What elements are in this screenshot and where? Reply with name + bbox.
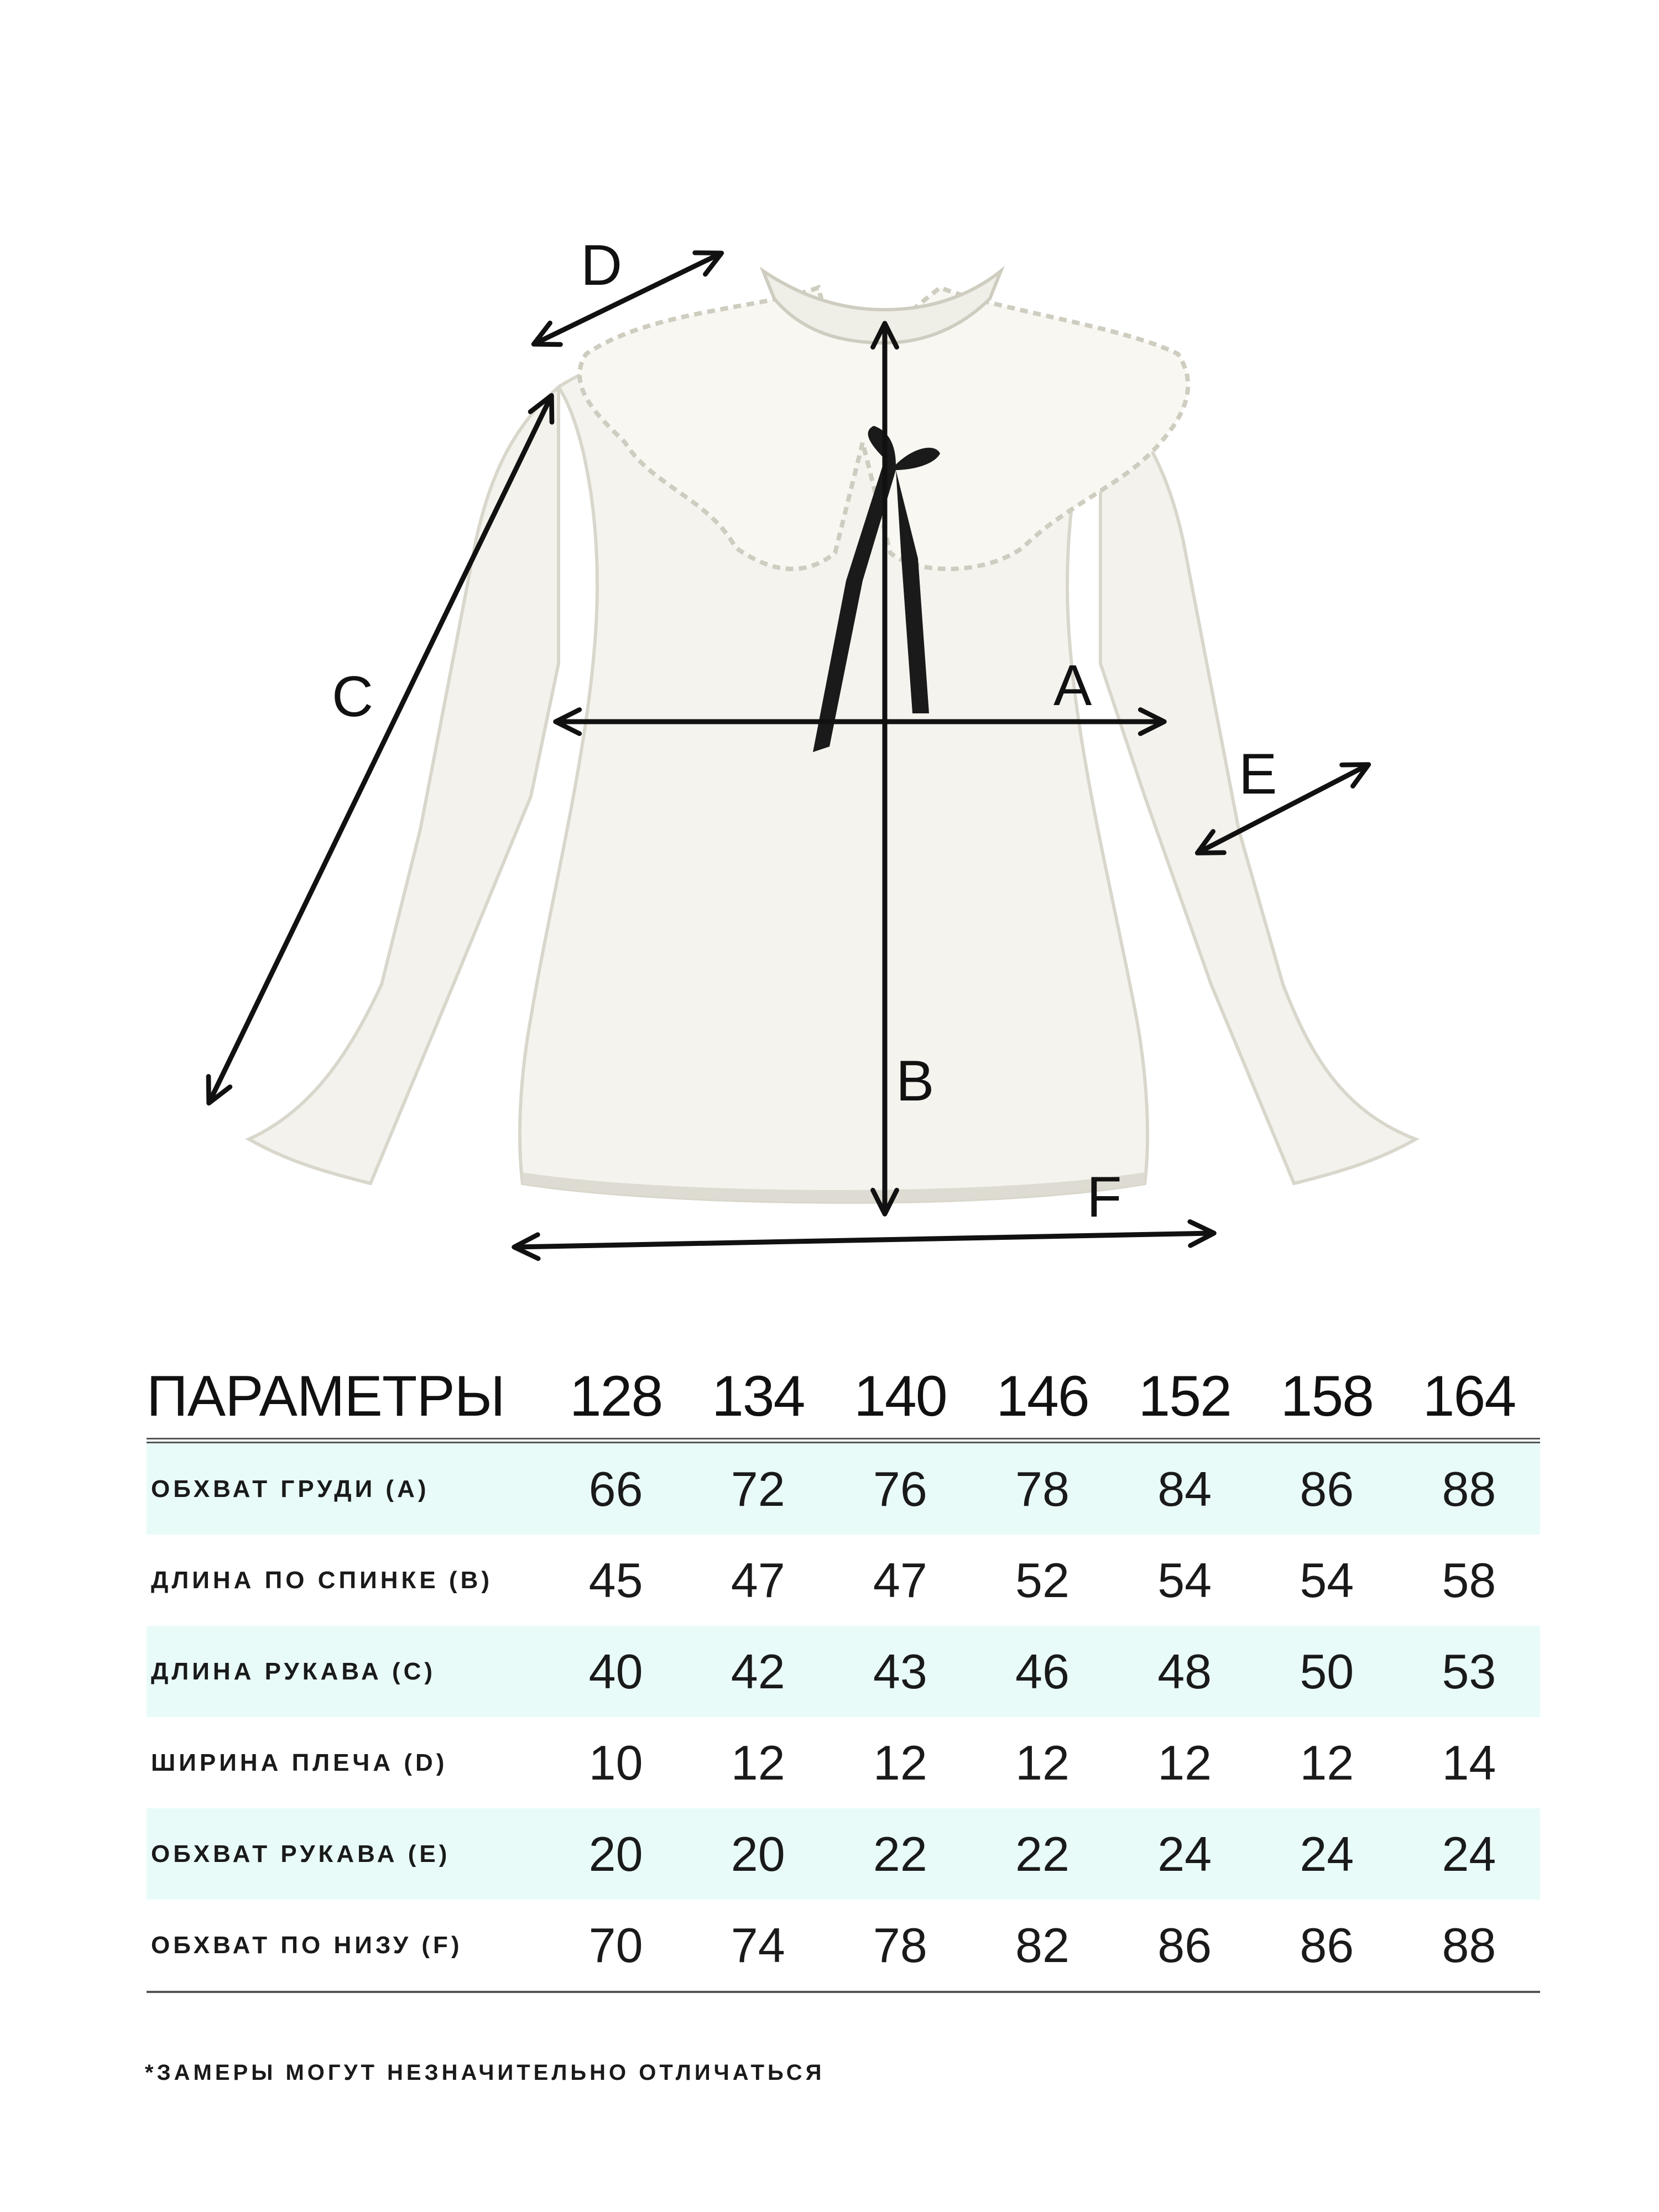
table-cell: 88 (1398, 1441, 1540, 1535)
table-cell: 84 (1114, 1441, 1256, 1535)
size-header: 134 (711, 1364, 805, 1428)
table-cell: 20 (545, 1808, 687, 1900)
table-cell: 82 (971, 1900, 1113, 1992)
size-chart-table (147, 1355, 1540, 1993)
size-header: 146 (996, 1364, 1089, 1428)
table-row-shoulder-width (147, 1717, 1540, 1808)
param-name: ОБХВАТ ПО НИЗУ (F) (147, 1900, 545, 1992)
arrow-f-hem (517, 1233, 1211, 1247)
table-cell: 22 (971, 1808, 1113, 1900)
parameters-heading: ПАРАМЕТРЫ (147, 1364, 505, 1428)
size-header: 152 (1138, 1364, 1231, 1428)
table-cell: 76 (829, 1441, 971, 1535)
blouse-illustration (249, 271, 1416, 1202)
table-cell: 40 (545, 1626, 687, 1717)
label-a: A (1053, 654, 1092, 718)
table-row-hem-girth (147, 1900, 1540, 1992)
table-cell: 50 (1256, 1626, 1398, 1717)
size-header: 158 (1280, 1364, 1374, 1428)
size-header: 140 (854, 1364, 947, 1428)
table-row-back-length (147, 1535, 1540, 1626)
table-cell: 20 (687, 1808, 829, 1900)
table-cell: 47 (873, 1552, 927, 1608)
label-c: C (332, 665, 374, 729)
param-name: ОБХВАТ РУКАВА (E) (147, 1808, 545, 1900)
table-cell: 14 (1442, 1735, 1496, 1790)
table-cell: 86 (1256, 1441, 1398, 1535)
table-cell: 45 (588, 1552, 643, 1608)
table-cell: 86 (1256, 1900, 1398, 1992)
label-b: B (896, 1049, 935, 1113)
label-e: E (1239, 742, 1277, 806)
param-name: ДЛИНА РУКАВА (C) (147, 1626, 545, 1717)
table-cell: 12 (1015, 1735, 1070, 1790)
table-cell: 12 (1300, 1735, 1354, 1790)
table-cell: 12 (1157, 1735, 1212, 1790)
table-cell: 48 (1114, 1626, 1256, 1717)
param-name: ОБХВАТ ГРУДИ (A) (147, 1441, 545, 1535)
table-cell: 72 (687, 1441, 829, 1535)
table-cell: 88 (1398, 1900, 1540, 1992)
table-header-row (147, 1355, 1540, 1441)
table-cell: 47 (731, 1552, 785, 1608)
table-cell: 54 (1157, 1552, 1212, 1608)
table-cell: 24 (1114, 1808, 1256, 1900)
size-header: 128 (569, 1364, 662, 1428)
footnote: *ЗАМЕРЫ МОГУТ НЕЗНАЧИТЕЛЬНО ОТЛИЧАТЬСЯ (145, 2060, 825, 2085)
param-name: ШИРИНА ПЛЕЧА (D) (151, 1749, 448, 1776)
table-row-chest (147, 1441, 1540, 1535)
table-cell: 12 (731, 1735, 785, 1790)
table-cell: 86 (1114, 1900, 1256, 1992)
label-d: D (581, 233, 623, 298)
table-cell: 42 (687, 1626, 829, 1717)
table-cell: 12 (873, 1735, 927, 1790)
table-cell: 43 (829, 1626, 971, 1717)
table-cell: 24 (1256, 1808, 1398, 1900)
left-sleeve (249, 387, 559, 1183)
table-cell: 78 (829, 1900, 971, 1992)
table-cell: 46 (971, 1626, 1113, 1717)
label-f: F (1087, 1165, 1122, 1229)
table-cell: 22 (829, 1808, 971, 1900)
table-cell: 70 (545, 1900, 687, 1992)
size-header: 164 (1422, 1364, 1516, 1428)
table-cell: 24 (1398, 1808, 1540, 1900)
table-cell: 52 (1015, 1552, 1070, 1608)
table-cell: 58 (1442, 1552, 1496, 1608)
table-cell: 78 (971, 1441, 1113, 1535)
table-cell: 54 (1300, 1552, 1354, 1608)
table-cell: 66 (545, 1441, 687, 1535)
table-cell: 74 (687, 1900, 829, 1992)
table-cell: 53 (1398, 1626, 1540, 1717)
table-row-sleeve-girth (147, 1808, 1540, 1900)
table-cell: 10 (588, 1735, 643, 1790)
param-name: ДЛИНА ПО СПИНКЕ (B) (151, 1566, 493, 1594)
table-row-sleeve-length (147, 1626, 1540, 1717)
